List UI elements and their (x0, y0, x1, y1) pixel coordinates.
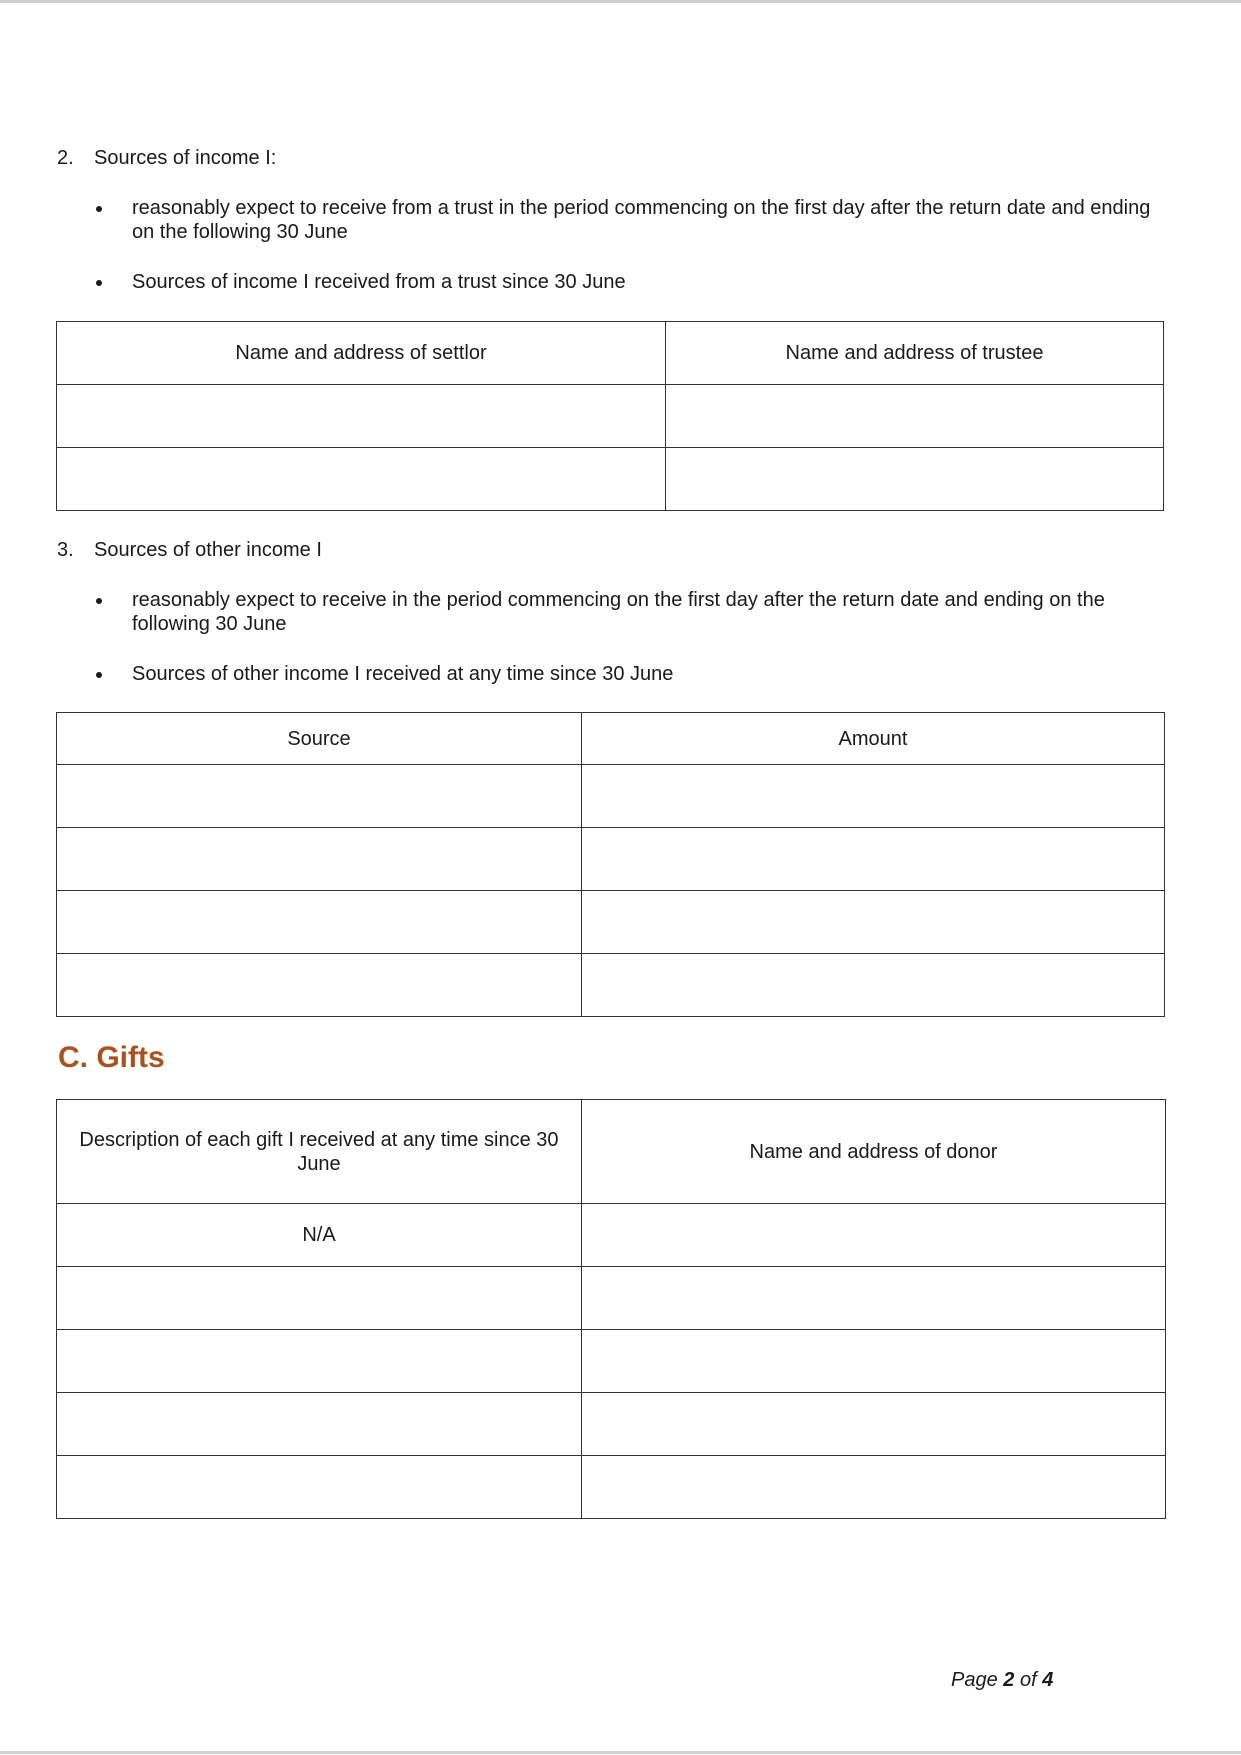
page-prefix: Page (951, 1669, 998, 1691)
bullet-text: reasonably expect to receive from a trust in the period commencing on the first day after the return date and ending on the following 30 June (132, 197, 1151, 243)
amount-cell[interactable] (582, 891, 1165, 954)
source-cell[interactable] (57, 954, 582, 1017)
table-header-row (57, 322, 1164, 385)
table-row (57, 954, 1165, 1017)
donor-cell[interactable] (582, 1330, 1166, 1393)
trustee-cell[interactable] (666, 448, 1164, 511)
table-row (57, 1330, 1166, 1393)
table-row (57, 385, 1164, 448)
amount-column-header: Amount (582, 713, 1165, 765)
table-row (57, 1204, 1166, 1267)
donor-cell[interactable] (582, 1267, 1166, 1330)
trustee-column-header: Name and address of trustee (666, 322, 1164, 385)
settlor-cell[interactable] (57, 385, 666, 448)
source-cell[interactable] (57, 765, 582, 828)
amount-cell[interactable] (582, 954, 1165, 1017)
page-current: 2 (1003, 1669, 1015, 1691)
donor-cell[interactable] (582, 1393, 1166, 1456)
table-row (57, 1393, 1166, 1456)
other-income-table (56, 712, 1165, 1017)
bullet-text: Sources of income I received from a trust since 30 June (132, 271, 626, 293)
source-column-header: Source (57, 713, 582, 765)
settlor-cell[interactable] (57, 448, 666, 511)
gift-description-cell[interactable] (57, 1267, 582, 1330)
table-row (57, 1456, 1166, 1519)
page-number (951, 1669, 1053, 1692)
bullet-icon (96, 672, 102, 678)
donor-cell[interactable] (582, 1456, 1166, 1519)
table-row (57, 1267, 1166, 1330)
table-header-row (57, 713, 1165, 765)
bullet-text: reasonably expect to receive in the period commencing on the first day after the return date and ending on the following 30 June (132, 589, 1105, 635)
bullet-icon (96, 598, 102, 604)
amount-cell[interactable] (582, 765, 1165, 828)
section-3-title: Sources of other income I (94, 539, 322, 561)
table-row (57, 448, 1164, 511)
table-row (57, 828, 1165, 891)
donor-column-header: Name and address of donor (582, 1100, 1166, 1204)
table-row (57, 765, 1165, 828)
gift-description-cell[interactable] (57, 1330, 582, 1393)
gift-description-cell[interactable]: N/A (57, 1204, 582, 1267)
section-2-title: Sources of income I: (94, 147, 277, 169)
amount-cell[interactable] (582, 828, 1165, 891)
section-2-number: 2. (57, 147, 74, 169)
gifts-section-heading: C. Gifts (58, 1041, 165, 1074)
bullet-text: Sources of other income I received at any time since 30 June (132, 663, 674, 685)
settlor-column-header: Name and address of settlor (57, 322, 666, 385)
table-row (57, 891, 1165, 954)
bullet-icon (96, 280, 102, 286)
section-3-number: 3. (57, 539, 74, 561)
page-total: 4 (1042, 1669, 1054, 1691)
gift-description-cell[interactable] (57, 1456, 582, 1519)
trustee-cell[interactable] (666, 385, 1164, 448)
trust-income-table (56, 321, 1164, 511)
bottom-border (0, 1751, 1241, 1754)
table-header-row (57, 1100, 1166, 1204)
page-of: of (1019, 1669, 1037, 1691)
gift-description-cell[interactable] (57, 1393, 582, 1456)
top-border (0, 0, 1241, 3)
donor-cell[interactable] (582, 1204, 1166, 1267)
gift-description-column-header: Description of each gift I received at any time since 30 June (57, 1100, 582, 1204)
gifts-table (56, 1099, 1166, 1519)
source-cell[interactable] (57, 891, 582, 954)
source-cell[interactable] (57, 828, 582, 891)
bullet-icon (96, 206, 102, 212)
